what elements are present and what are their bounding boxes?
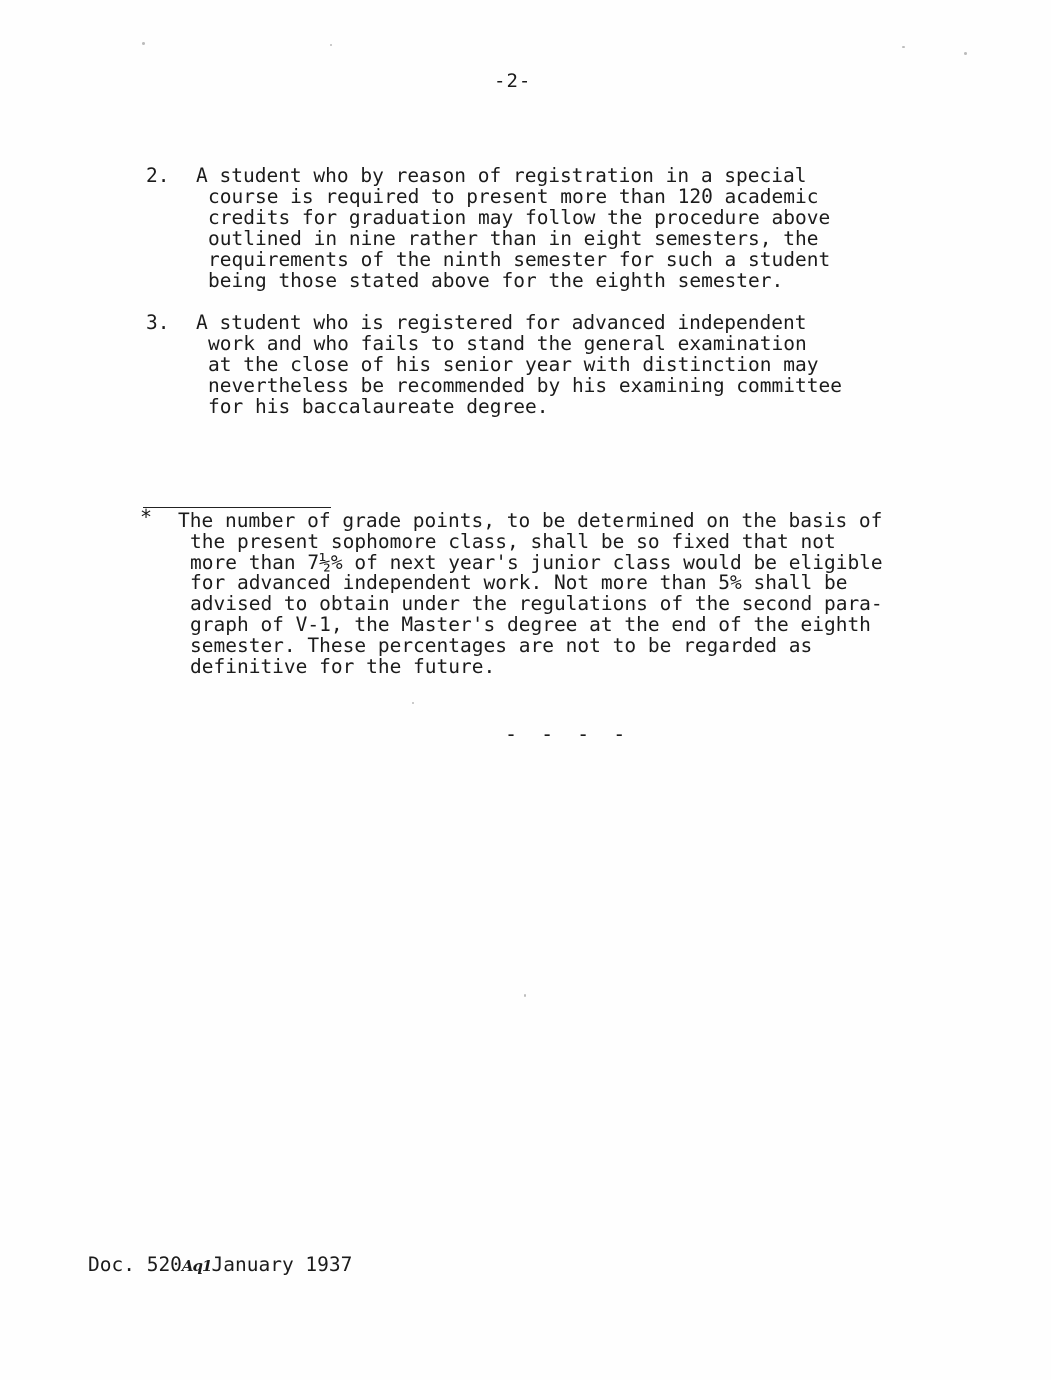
doc-ref-stamp: Aq1 (181, 1257, 212, 1275)
scan-speck (330, 44, 332, 46)
scan-speck (524, 994, 526, 997)
end-marker: - - - - (505, 722, 632, 746)
footnote-line: more than 7½% of next year's junior class would be eligible (190, 550, 883, 574)
scan-speck (142, 42, 145, 45)
document-reference (88, 1253, 352, 1276)
footnote-line: graph of V-1, the Master's degree at the end of the eighth (190, 612, 871, 636)
paragraph-line: outlined in nine rather than in eight semesters, the (208, 227, 819, 250)
paragraph-body (196, 312, 842, 417)
scan-speck (902, 46, 905, 48)
doc-ref-date: January 1937 (211, 1253, 353, 1276)
paragraph-line: requirements of the ninth semester for such a student (208, 248, 831, 271)
page-number: -2- (494, 70, 532, 92)
paragraph-line: A student who is registered for advanced independent (196, 311, 807, 334)
scan-speck (964, 52, 967, 55)
footnote-asterisk: * (140, 505, 153, 529)
paragraph-number: 2. (146, 164, 170, 187)
paragraph-line: work and who fails to stand the general examination (208, 332, 807, 355)
paragraph-line: nevertheless be recommended by his examining committee (208, 374, 842, 397)
footnote (178, 511, 883, 677)
paragraph-line: A student who by reason of registration in a special (196, 164, 807, 187)
footnote-divider (143, 507, 331, 508)
paragraph-body (196, 165, 830, 291)
footnote-line: definitive for the future. (190, 654, 496, 678)
paragraph-line: for his baccalaureate degree. (208, 395, 549, 418)
scan-speck (412, 702, 414, 704)
doc-ref-prefix: Doc. 520 (88, 1253, 182, 1276)
footnote-line: for advanced independent work. Not more than 5% shall be (190, 571, 848, 595)
footnote-line: the present sophomore class, shall be so fixed that not (190, 529, 836, 553)
footnote-line: The number of grade points, to be determined on the basis of (178, 509, 883, 532)
paragraph-line: credits for graduation may follow the procedure above (208, 206, 831, 229)
footnote-line: semester. These percentages are not to be regarded as (190, 633, 813, 657)
paragraph-line: course is required to present more than 120 academic (208, 185, 819, 208)
footnote-line: advised to obtain under the regulations of the second para- (190, 592, 883, 616)
paragraph-line: at the close of his senior year with distinction may (208, 353, 819, 376)
paragraph-number: 3. (146, 311, 170, 334)
paragraph-line: being those stated above for the eighth semester. (208, 269, 784, 292)
